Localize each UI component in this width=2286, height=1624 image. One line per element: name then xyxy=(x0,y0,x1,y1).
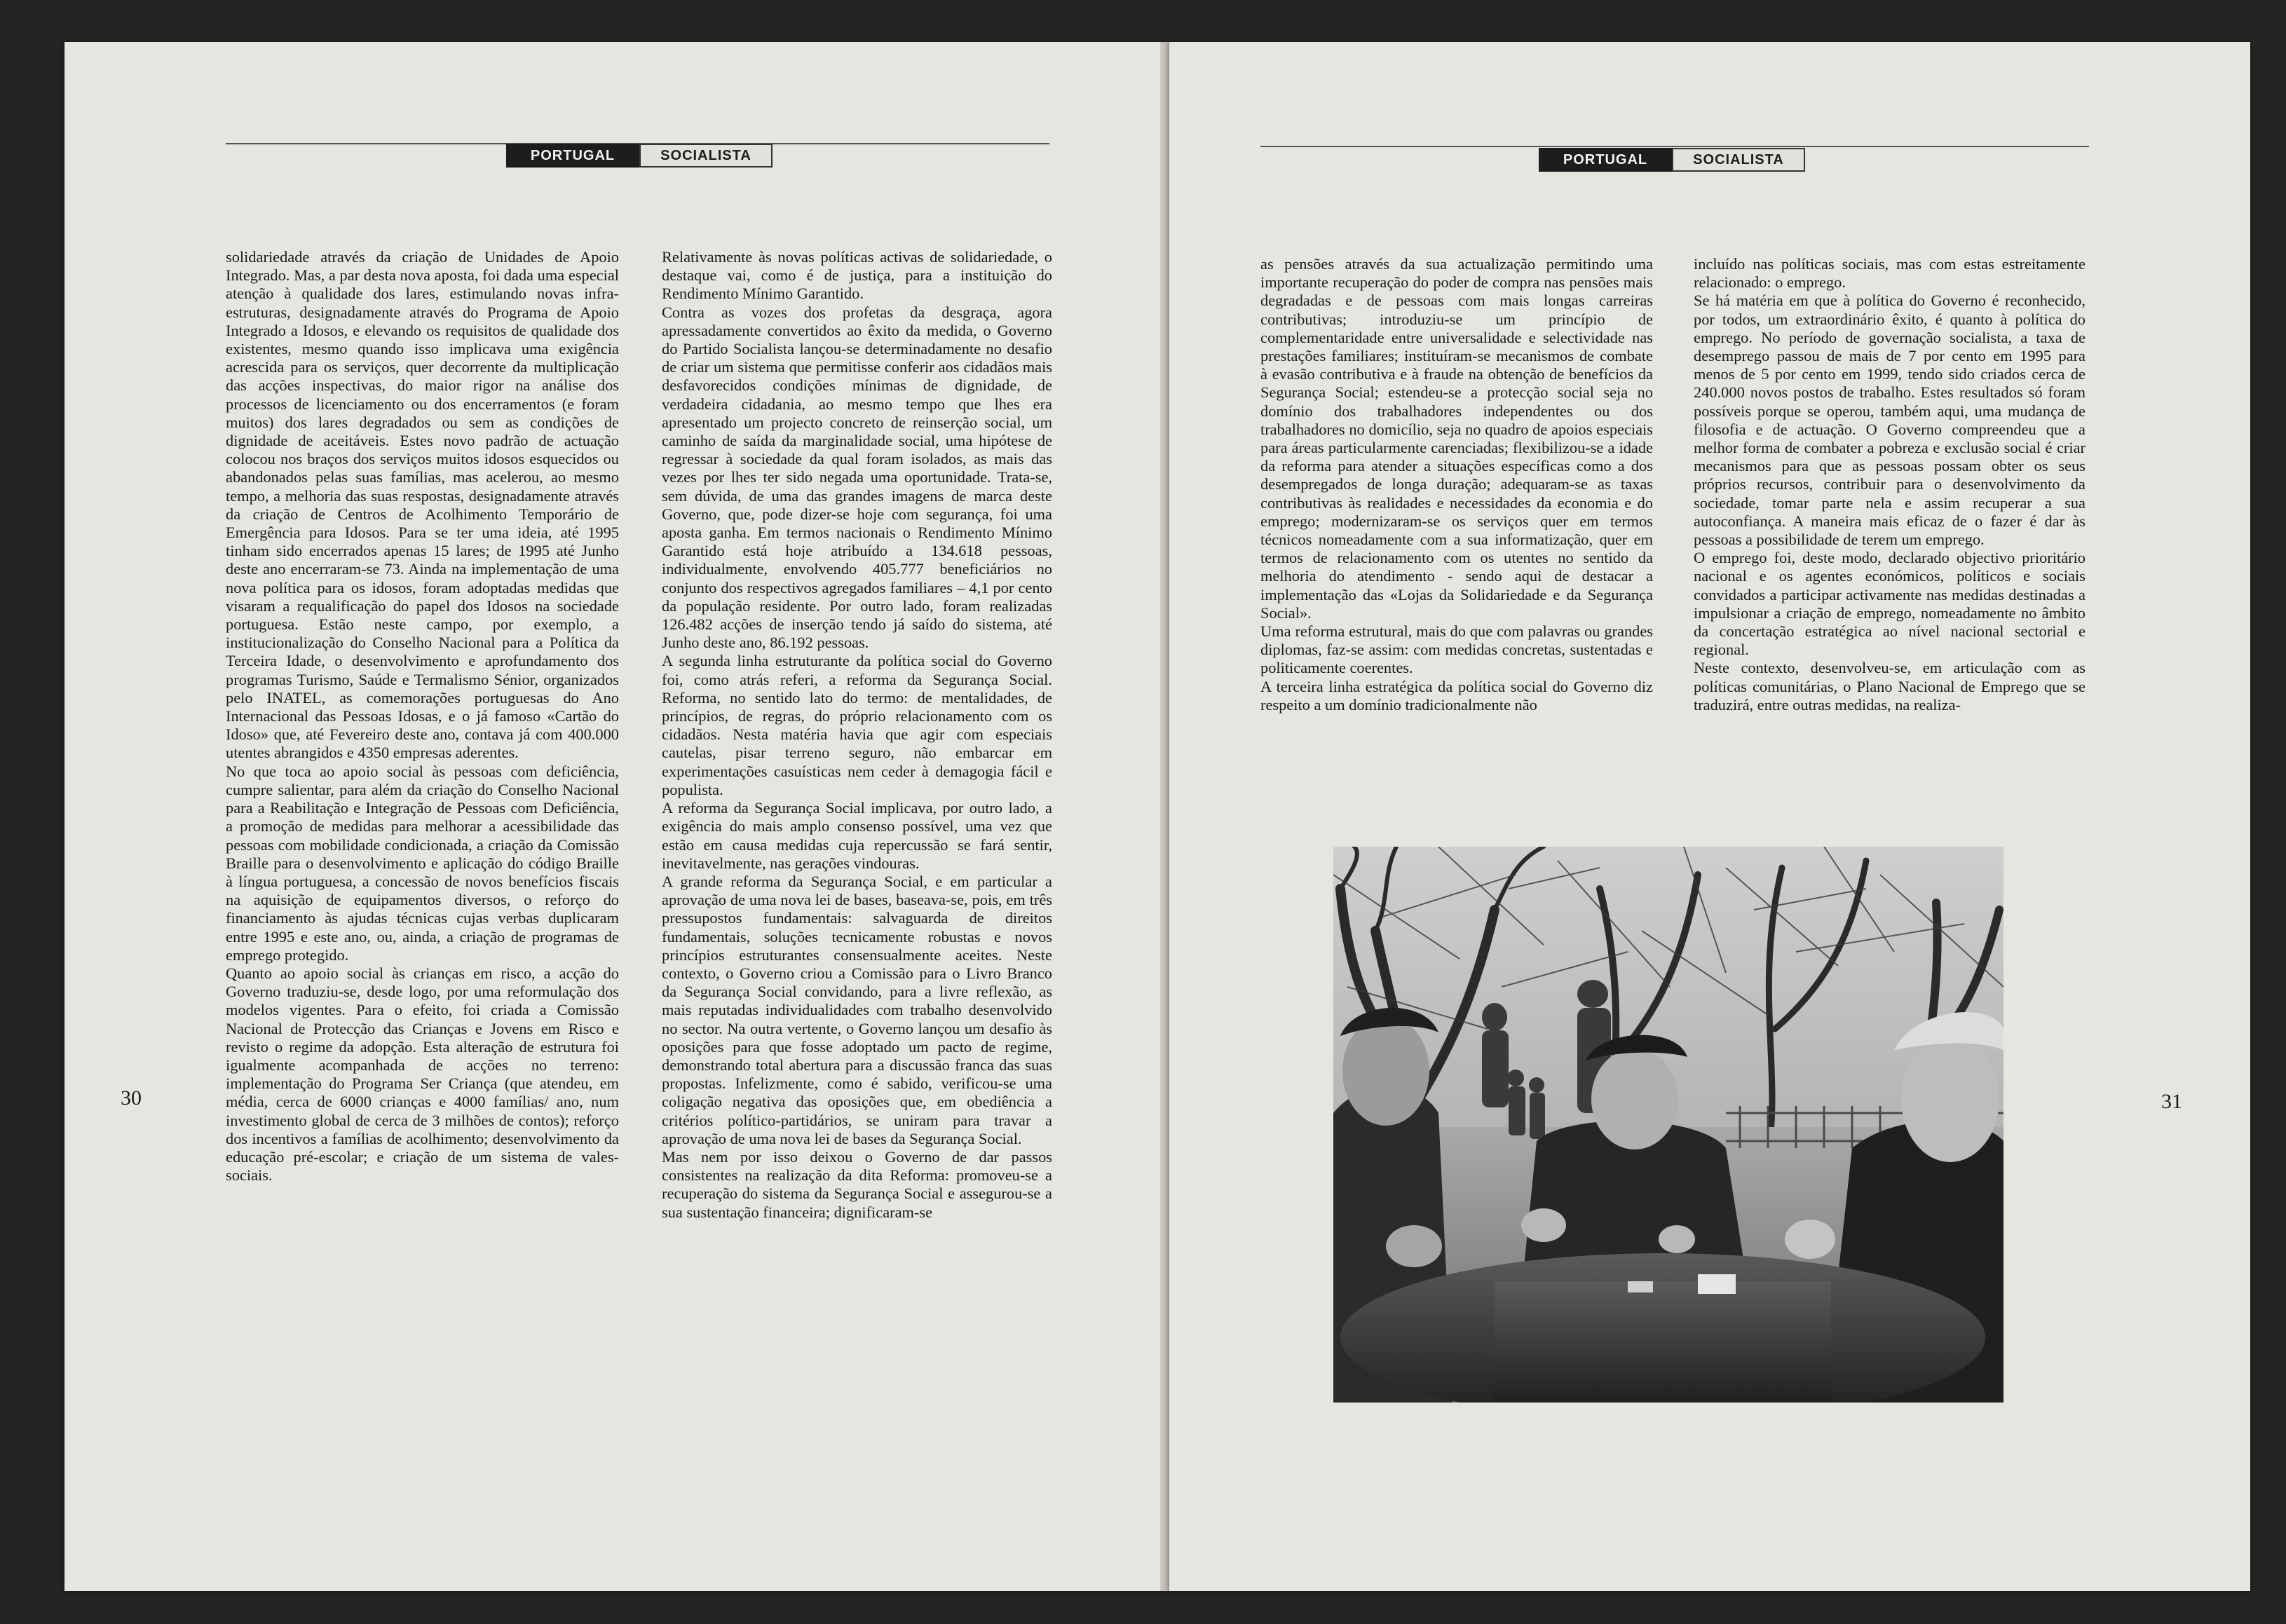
right-page xyxy=(1169,42,2250,1591)
masthead xyxy=(506,144,773,168)
right-page-column-1: as pensões através da sua actualização permitindo uma importante recuperação do poder de compra nas pensões mais degradadas e de pessoas com mais longas carreiras contributivas; introduziu-se um princípio de complementaridade entre universalidade e selectividade nas prestações familiares; instituíram-se mecanismos de combate à evasão contributiva e à fraude na obtenção de benefícios da Segurança Social; estendeu-se a protecção social seja no domínio dos trabalhadores independentes ou dos trabalhadores no domicílio, seja no quadro de apoios especiais para áreas particularmente carenciadas; flexibilizou-se a idade da reforma para atender a situações específicas como a dos desempregados de longa duração; adequaram-se as taxas contributivas às realidades e necessidades da economia e do emprego; modernizaram-se os serviços quer em termos técnicos nomeadamente com a sua informatização, quer em termos de relacionamento com os utentes no sentido da melhoria do atendimento - sendo aqui de destacar a implementação das «Lojas da Solidariedade e da Segurança Social». Uma reforma estrutural, mais do que com palavras ou grandes diplomas, faz-se assim: com medidas concretas, sustentadas e politicamente coerentes. A terceira linha estratégica da política social do Governo diz respeito a um domínio tradicionalmente não xyxy=(1260,255,1653,714)
page-number-right: 31 xyxy=(2161,1090,2182,1113)
masthead xyxy=(1539,148,1805,172)
masthead-portugal: PORTUGAL xyxy=(1539,148,1672,172)
left-page xyxy=(64,42,1165,1591)
masthead-socialista: SOCIALISTA xyxy=(639,144,773,168)
page-number-left: 30 xyxy=(121,1086,142,1110)
masthead-socialista: SOCIALISTA xyxy=(1672,148,1805,172)
left-page-column-2: Relativamente às novas políticas activas de solidariedade, o destaque vai, como é de justiça, para a instituição do Rendimento Mínimo Garantido. Contra as vozes dos profetas da desgraça, agora apressadamente convertidos ao êxito da medida, o Governo do Partido Socialista lançou-se determinadamente no desafio de criar um sistema que permitisse conferir aos cidadãos mais desfavorecidos condições mínimas de dignidade, de verdadeira cidadania, ao mesmo tempo que lhes era apresentado um projecto concreto de reinserção social, um caminho de saída da marginalidade social, uma hipótese de regressar à sociedade da qual foram isolados, as mais das vezes por lhes ter sido negada uma oportunidade. Trata-se, sem dúvida, de uma das grandes imagens de marca deste Governo, que, pode dizer-se hoje com segurança, foi uma aposta ganha. Em termos nacionais o Rendimento Mínimo Garantido está hoje atribuído a 134.618 pessoas, individualmente, envolvendo 405.777 beneficiários no conjunto dos respectivos agregados familiares – 4,1 por cento da população residente. Por outro lado, foram realizadas 126.482 acções de inserção tendo já saído do sistema, até Junho deste ano, 86.192 pessoas. A segunda linha estruturante da política social do Governo foi, como atrás referi, a reforma da Segurança Social. Reforma, no sentido lato do termo: de mentalidades, de princípios, de regras, do próprio relacionamento com os cidadãos. Nesta matéria havia que agir com especiais cautelas, pisar terreno seguro, não embarcar em experimentações casuísticas nem ceder à demagogia fácil e populista. A reforma da Segurança Social implicava, por outro lado, a exigência do mais amplo consenso possível, uma vez que estão em causa medidas cuja repercussão se fará sentir, inevitavelmente, nas gerações vindouras. A grande reforma da Segurança Social, e em particular a aprovação de uma nova lei de bases, baseava-se, pois, em três pressupostos fundamentais: salvaguarda de direitos fundamentais, soluções tecnicamente robustas e novos princípios estruturantes consensualmente aceites. Neste contexto, o Governo criou a Comissão para o Livro Branco da Segurança Social convidando, para a livre reflexão, as mais reputadas individualidades com trabalho desenvolvido no sector. Na outra vertente, o Governo lançou um desafio às oposições para que fosse adoptado um pacto de regime, demonstrando total abertura para a discussão franca das suas propostas. Infelizmente, como é sabido, verificou-se uma coligação negativa das oposições que, em obediência a critérios político-partidários, se uniram para travar a aprovação de uma nova lei de bases da Segurança Social. Mas nem por isso deixou o Governo de dar passos consistentes na realização da dita Reforma: promoveu-se a recuperação do sistema da Segurança Social e assegurou-se a sua sustentação financeira; dignificaram-se xyxy=(662,248,1052,1221)
right-page-column-2: incluído nas políticas sociais, mas com estas estreitamente relacionado: o emprego. Se há matéria em que à política do Governo é reconhecido, por todos, um extraordinário êxito, é quanto à política do emprego. No período de governação socialista, a taxa de desemprego passou de mais de 7 por cento em 1995 para menos de 5 por cento em 1999, tendo sido criados cerca de 240.000 novos postos de trabalho. Estes resultados só foram possíveis porque se operou, também aqui, uma mudança de filosofia e de actuação. O Governo compreendeu que a melhor forma de combater a pobreza e exclusão social é criar mecanismos para que as pessoas possam obter os seus próprios recursos, contribuir para o desenvolvimento da sociedade, tomar parte nela e assim recuperar a sua autoconfiança. A maneira mais eficaz de o fazer é dar às pessoas a possibilidade de terem um emprego. O emprego foi, deste modo, declarado objectivo prioritário nacional e os agentes económicos, políticos e sociais convidados a participar activamente nas medidas destinadas a impulsionar a criação de emprego, nomeadamente no âmbito da concertação estratégica ao nível nacional sectorial e regional. Neste contexto, desenvolveu-se, em articulação com as políticas comunitárias, o Plano Nacional de Emprego que se traduzirá, entre outras medidas, na realiza- xyxy=(1694,255,2086,714)
header-rule xyxy=(1260,146,2089,147)
left-page-column-1: solidariedade através da criação de Unidades de Apoio Integrado. Mas, a par desta nova aposta, foi dada uma especial atenção à qualidade dos lares, estimulando novas infra-estruturas, designadamente através do Programa de Apoio Integrado a Idosos, e elevando os requisitos de qualidade dos existentes, mesmo quando isso implicava uma exigência acrescida para os serviços, quer decorrente da multiplicação das acções inspectivas, do maior rigor na análise dos processos de licenciamento ou dos encerramentos (e foram muitos) dos lares degradados ou sem as condições de dignidade de aceitáveis. Estes novo padrão de actuação colocou nos braços dos serviços muitos idosos esquecidos ou abandonados pelas suas famílias, mas acelerou, ao mesmo tempo, a melhoria das suas respostas, designadamente através da criação de Centros de Acolhimento Temporário de Emergência para Idosos. Para se ter uma ideia, até 1995 tinham sido encerrados apenas 15 lares; de 1995 até Junho deste ano encerraram-se 73. Ainda na implementação de uma nova política para os idosos, foram adoptadas medidas que visaram a requalificação do papel dos Idosos na sociedade portuguesa. Estão neste campo, por exemplo, a institucionalização do Conselho Nacional para a Política da Terceira Idade, o desenvolvimento e aprofundamento dos programas Turismo, Saúde e Termalismo Sénior, organizados pelo INATEL, as comemorações portuguesas do Ano Internacional das Pessoas Idosas, e o já famoso «Cartão do Idoso» que, até Fevereiro deste ano, contava já com 400.000 utentes abrangidos e 4350 empresas aderentes. No que toca ao apoio social às pessoas com deficiência, cumpre salientar, para além da criação do Conselho Nacional para a Reabilitação e Integração de Pessoas com Deficiência, a promoção de medidas para melhorar a acessibilidade das pessoas com mobilidade condicionada, a criação da Comissão Braille para o desenvolvimento e aplicação do código Braille à língua portuguesa, a concessão de novos benefícios fiscais na aquisição de equipamentos diversos, o reforço do financiamento às ajudas técnicas cujas verbas duplicaram entre 1995 e este ano, ou, ainda, a criação de programas de emprego protegido. Quanto ao apoio social às crianças em risco, a acção do Governo traduziu-se, desde logo, por uma reformulação dos modelos vigentes. Para o efeito, foi criada a Comissão Nacional de Protecção das Crianças e Jovens em Risco e revisto o regime da adopção. Esta alteração de estrutura foi igualmente acompanhada de acções no terreno: implementação do Programa Ser Criança (que atendeu, em média, cerca de 6000 crianças e 4000 famílias/ ano, num investimento global de cerca de 3 milhões de contos); reforço dos incentivos a famílias de acolhimento; desenvolvimento da educação pré-escolar; e criação de um sistema de vales-sociais. xyxy=(226,248,619,1185)
masthead-portugal: PORTUGAL xyxy=(506,144,639,168)
park-card-players-photo xyxy=(1333,847,2003,1403)
